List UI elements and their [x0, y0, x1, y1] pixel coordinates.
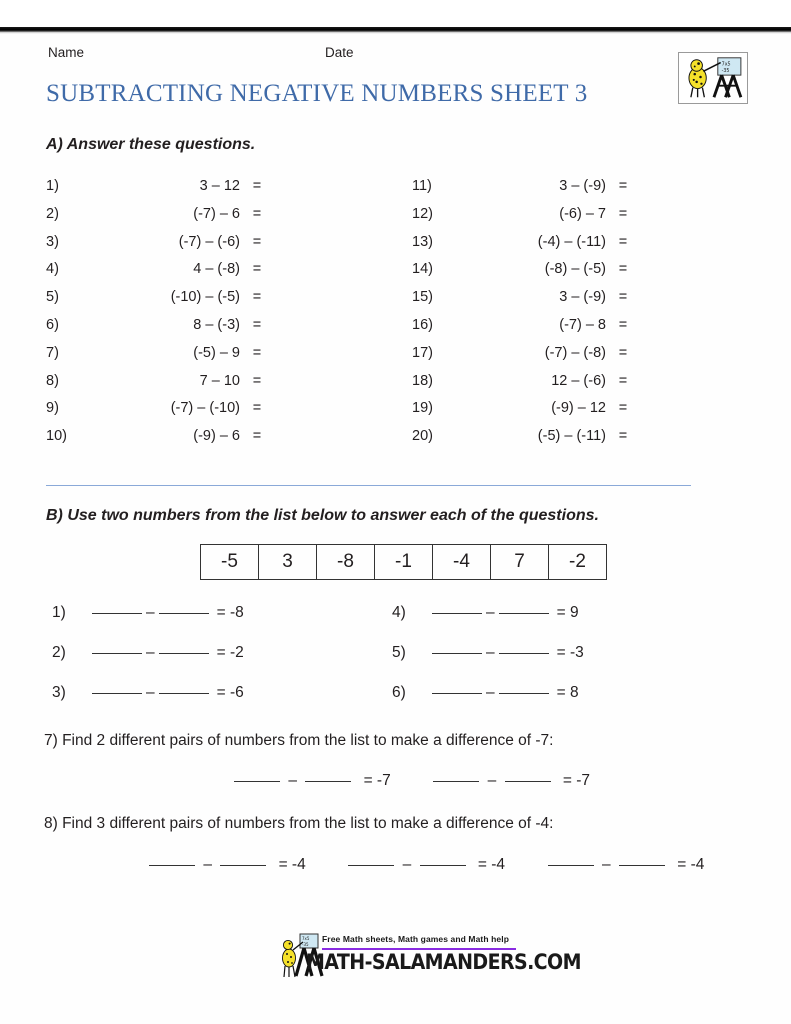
equals-sign: = — [618, 289, 628, 306]
question-number: 9) — [46, 400, 59, 417]
equals-sign: = — [618, 344, 628, 361]
result-value: = -7 — [363, 772, 391, 789]
question-number: 17) — [412, 344, 433, 361]
answer-blank[interactable] — [432, 613, 482, 614]
equals-sign: = — [252, 205, 262, 222]
equals-sign: = — [618, 316, 628, 333]
answer-blank[interactable] — [432, 653, 482, 654]
equals-sign: = — [252, 178, 262, 194]
answer-blank[interactable] — [92, 613, 142, 614]
question-row — [412, 261, 640, 289]
question-number: 13) — [412, 233, 433, 250]
question-expression: (-10) – (-5) — [170, 289, 240, 306]
question-number: 20) — [412, 428, 433, 445]
question-row — [46, 400, 274, 428]
question-number: 3) — [46, 233, 59, 250]
answer-blank[interactable] — [305, 781, 351, 782]
answer-blank[interactable] — [619, 865, 665, 866]
answer-blank[interactable] — [159, 613, 209, 614]
minus-sign: – — [146, 684, 155, 701]
question-row — [46, 234, 274, 262]
question-expression: (-7) – (-6) — [178, 233, 240, 250]
section-divider — [46, 485, 691, 486]
question-expression: (-9) – 12 — [551, 400, 606, 417]
date-label: Date — [325, 45, 354, 60]
result-value: = -4 — [677, 856, 705, 873]
fill-in-row — [52, 604, 244, 644]
fill-in-row — [52, 684, 244, 724]
question-number: 11) — [412, 178, 432, 194]
minus-sign: – — [486, 604, 495, 621]
question-expression: 8 – (-3) — [193, 316, 240, 333]
question-number: 15) — [412, 289, 433, 306]
result-value: = -4 — [477, 856, 506, 873]
question-expression: (-4) – (-11) — [537, 233, 606, 250]
question-row — [412, 428, 640, 456]
question-expression: 3 – 12 — [199, 178, 240, 194]
number-cell: -5 — [201, 545, 259, 580]
question-expression: 3 – (-9) — [559, 289, 606, 306]
question-expression: (-7) – (-8) — [544, 344, 606, 361]
result-value: = 8 — [556, 684, 579, 701]
equals-sign: = — [618, 400, 628, 417]
number-cell: -2 — [549, 545, 607, 580]
equals-sign: = — [252, 233, 262, 250]
answer-blank[interactable] — [149, 865, 195, 866]
question-row — [412, 234, 640, 262]
svg-text:7x5: 7x5 — [302, 936, 310, 941]
result-value: = -3 — [556, 644, 584, 661]
section-a-column-1 — [46, 178, 274, 456]
section-b-column-2 — [392, 604, 584, 724]
question-number: 2) — [52, 644, 66, 661]
answer-blank[interactable] — [499, 693, 549, 694]
question-row — [412, 206, 640, 234]
equals-sign: = — [618, 372, 628, 389]
question-expression: 7 – 10 — [199, 372, 240, 389]
question-number: 4) — [392, 604, 406, 621]
question-number: 19) — [412, 400, 433, 417]
answer-blank[interactable] — [159, 653, 209, 654]
equals-sign: = — [252, 400, 262, 417]
svg-text:-35: -35 — [302, 942, 309, 947]
number-cell: -1 — [375, 545, 433, 580]
question-row — [412, 317, 640, 345]
question-expression: (-5) – (-11) — [537, 428, 606, 445]
fill-in-row — [392, 604, 584, 644]
question-expression: (-9) – 6 — [193, 428, 240, 445]
question-number: 1) — [52, 604, 66, 621]
question-number: 8) — [46, 372, 59, 389]
question-expression: (-6) – 7 — [559, 205, 606, 222]
footer-branding — [278, 928, 581, 986]
table-row — [201, 545, 607, 580]
equals-sign: = — [618, 178, 628, 194]
equals-sign: = — [618, 261, 628, 278]
answer-blank[interactable] — [499, 653, 549, 654]
number-cell: -8 — [317, 545, 375, 580]
question-row — [412, 345, 640, 373]
answer-blank[interactable] — [234, 781, 280, 782]
page-title: SUBTRACTING NEGATIVE NUMBERS SHEET 3 — [46, 80, 588, 107]
section-a-column-2 — [412, 178, 640, 456]
question-number: 1) — [46, 178, 59, 194]
footer-tagline: Free Math sheets, Math games and Math help — [322, 934, 509, 944]
task-7-prompt: 7) Find 2 different pairs of numbers from the list to make a difference of -7: — [44, 732, 554, 749]
question-row — [46, 373, 274, 401]
question-number: 12) — [412, 205, 433, 222]
number-cell: 7 — [491, 545, 549, 580]
question-number: 5) — [392, 644, 406, 661]
minus-sign: – — [146, 644, 155, 661]
question-number: 7) — [46, 344, 59, 361]
question-expression: (-7) – 8 — [559, 316, 606, 333]
task-7-answer-row — [232, 772, 590, 790]
minus-sign: – — [487, 772, 497, 789]
question-row — [46, 261, 274, 289]
question-row — [46, 289, 274, 317]
equals-sign: = — [618, 205, 628, 222]
equals-sign: = — [252, 289, 262, 306]
answer-blank[interactable] — [92, 693, 142, 694]
number-cell: 3 — [259, 545, 317, 580]
answer-blank[interactable] — [548, 865, 594, 866]
question-row — [412, 178, 640, 206]
section-b-heading: B) Use two numbers from the list below to answer each of the questions. — [46, 507, 599, 524]
name-label: Name — [48, 45, 85, 60]
equals-sign: = — [252, 261, 262, 278]
minus-sign: – — [203, 856, 212, 873]
fill-in-row — [392, 644, 584, 684]
question-number: 10) — [46, 428, 67, 445]
question-row — [46, 178, 274, 206]
question-number: 4) — [46, 261, 59, 278]
svg-text:7x5: 7x5 — [721, 62, 731, 68]
answer-blank[interactable] — [432, 693, 482, 694]
answer-blank[interactable] — [220, 865, 266, 866]
result-value: = -7 — [562, 772, 591, 789]
question-expression: 12 – (-6) — [551, 372, 606, 389]
result-value: = 9 — [556, 604, 579, 621]
question-number: 6) — [46, 316, 59, 333]
equals-sign: = — [618, 233, 628, 250]
question-row — [46, 206, 274, 234]
result-value: = -8 — [216, 604, 244, 621]
question-expression: (-7) – (-10) — [170, 400, 240, 417]
answer-blank[interactable] — [499, 613, 549, 614]
equals-sign: = — [252, 344, 262, 361]
minus-sign: – — [486, 684, 495, 701]
question-row — [46, 428, 274, 456]
fill-in-row — [52, 644, 244, 684]
question-row — [46, 345, 274, 373]
section-a-heading: A) Answer these questions. — [46, 136, 256, 153]
question-number: 16) — [412, 316, 433, 333]
minus-sign: – — [288, 772, 297, 789]
question-row — [412, 400, 640, 428]
answer-blank[interactable] — [159, 693, 209, 694]
question-expression: (-7) – 6 — [193, 205, 240, 222]
answer-blank[interactable] — [420, 865, 466, 866]
question-row — [46, 317, 274, 345]
question-number: 3) — [52, 684, 66, 701]
result-value: = -2 — [216, 644, 244, 661]
equals-sign: = — [252, 428, 262, 445]
question-number: 18) — [412, 372, 433, 389]
answer-blank[interactable] — [433, 781, 479, 782]
equals-sign: = — [252, 316, 262, 333]
minus-sign: – — [601, 856, 611, 873]
footer-website-url[interactable]: MATH-SALAMANDERS.COM — [306, 950, 581, 975]
task-8-prompt: 8) Find 3 different pairs of numbers from the list to make a difference of -4: — [44, 815, 554, 832]
question-expression: (-8) – (-5) — [544, 261, 606, 278]
math-salamanders-logo-icon — [678, 52, 748, 104]
fill-in-row — [392, 684, 584, 724]
question-expression: (-5) – 9 — [193, 344, 240, 361]
question-number: 14) — [412, 261, 433, 278]
question-number: 6) — [392, 684, 406, 701]
minus-sign: – — [402, 856, 412, 873]
section-b-column-1 — [52, 604, 244, 724]
svg-text:-35: -35 — [721, 69, 730, 75]
task-8-answer-row — [147, 856, 704, 874]
page-top-edge-band — [0, 26, 791, 34]
equals-sign: = — [618, 428, 628, 445]
minus-sign: – — [486, 644, 495, 661]
result-value: = -6 — [216, 684, 244, 701]
answer-blank[interactable] — [505, 781, 551, 782]
question-expression: 3 – (-9) — [559, 178, 606, 194]
question-number: 5) — [46, 289, 59, 306]
question-expression: 4 – (-8) — [193, 261, 240, 278]
answer-blank[interactable] — [92, 653, 142, 654]
result-value: = -4 — [278, 856, 306, 873]
equals-sign: = — [252, 372, 262, 389]
number-cell: -4 — [433, 545, 491, 580]
question-row — [412, 373, 640, 401]
answer-blank[interactable] — [348, 865, 394, 866]
question-number: 2) — [46, 205, 59, 222]
minus-sign: – — [146, 604, 155, 621]
question-row — [412, 289, 640, 317]
number-list-table — [200, 544, 607, 580]
